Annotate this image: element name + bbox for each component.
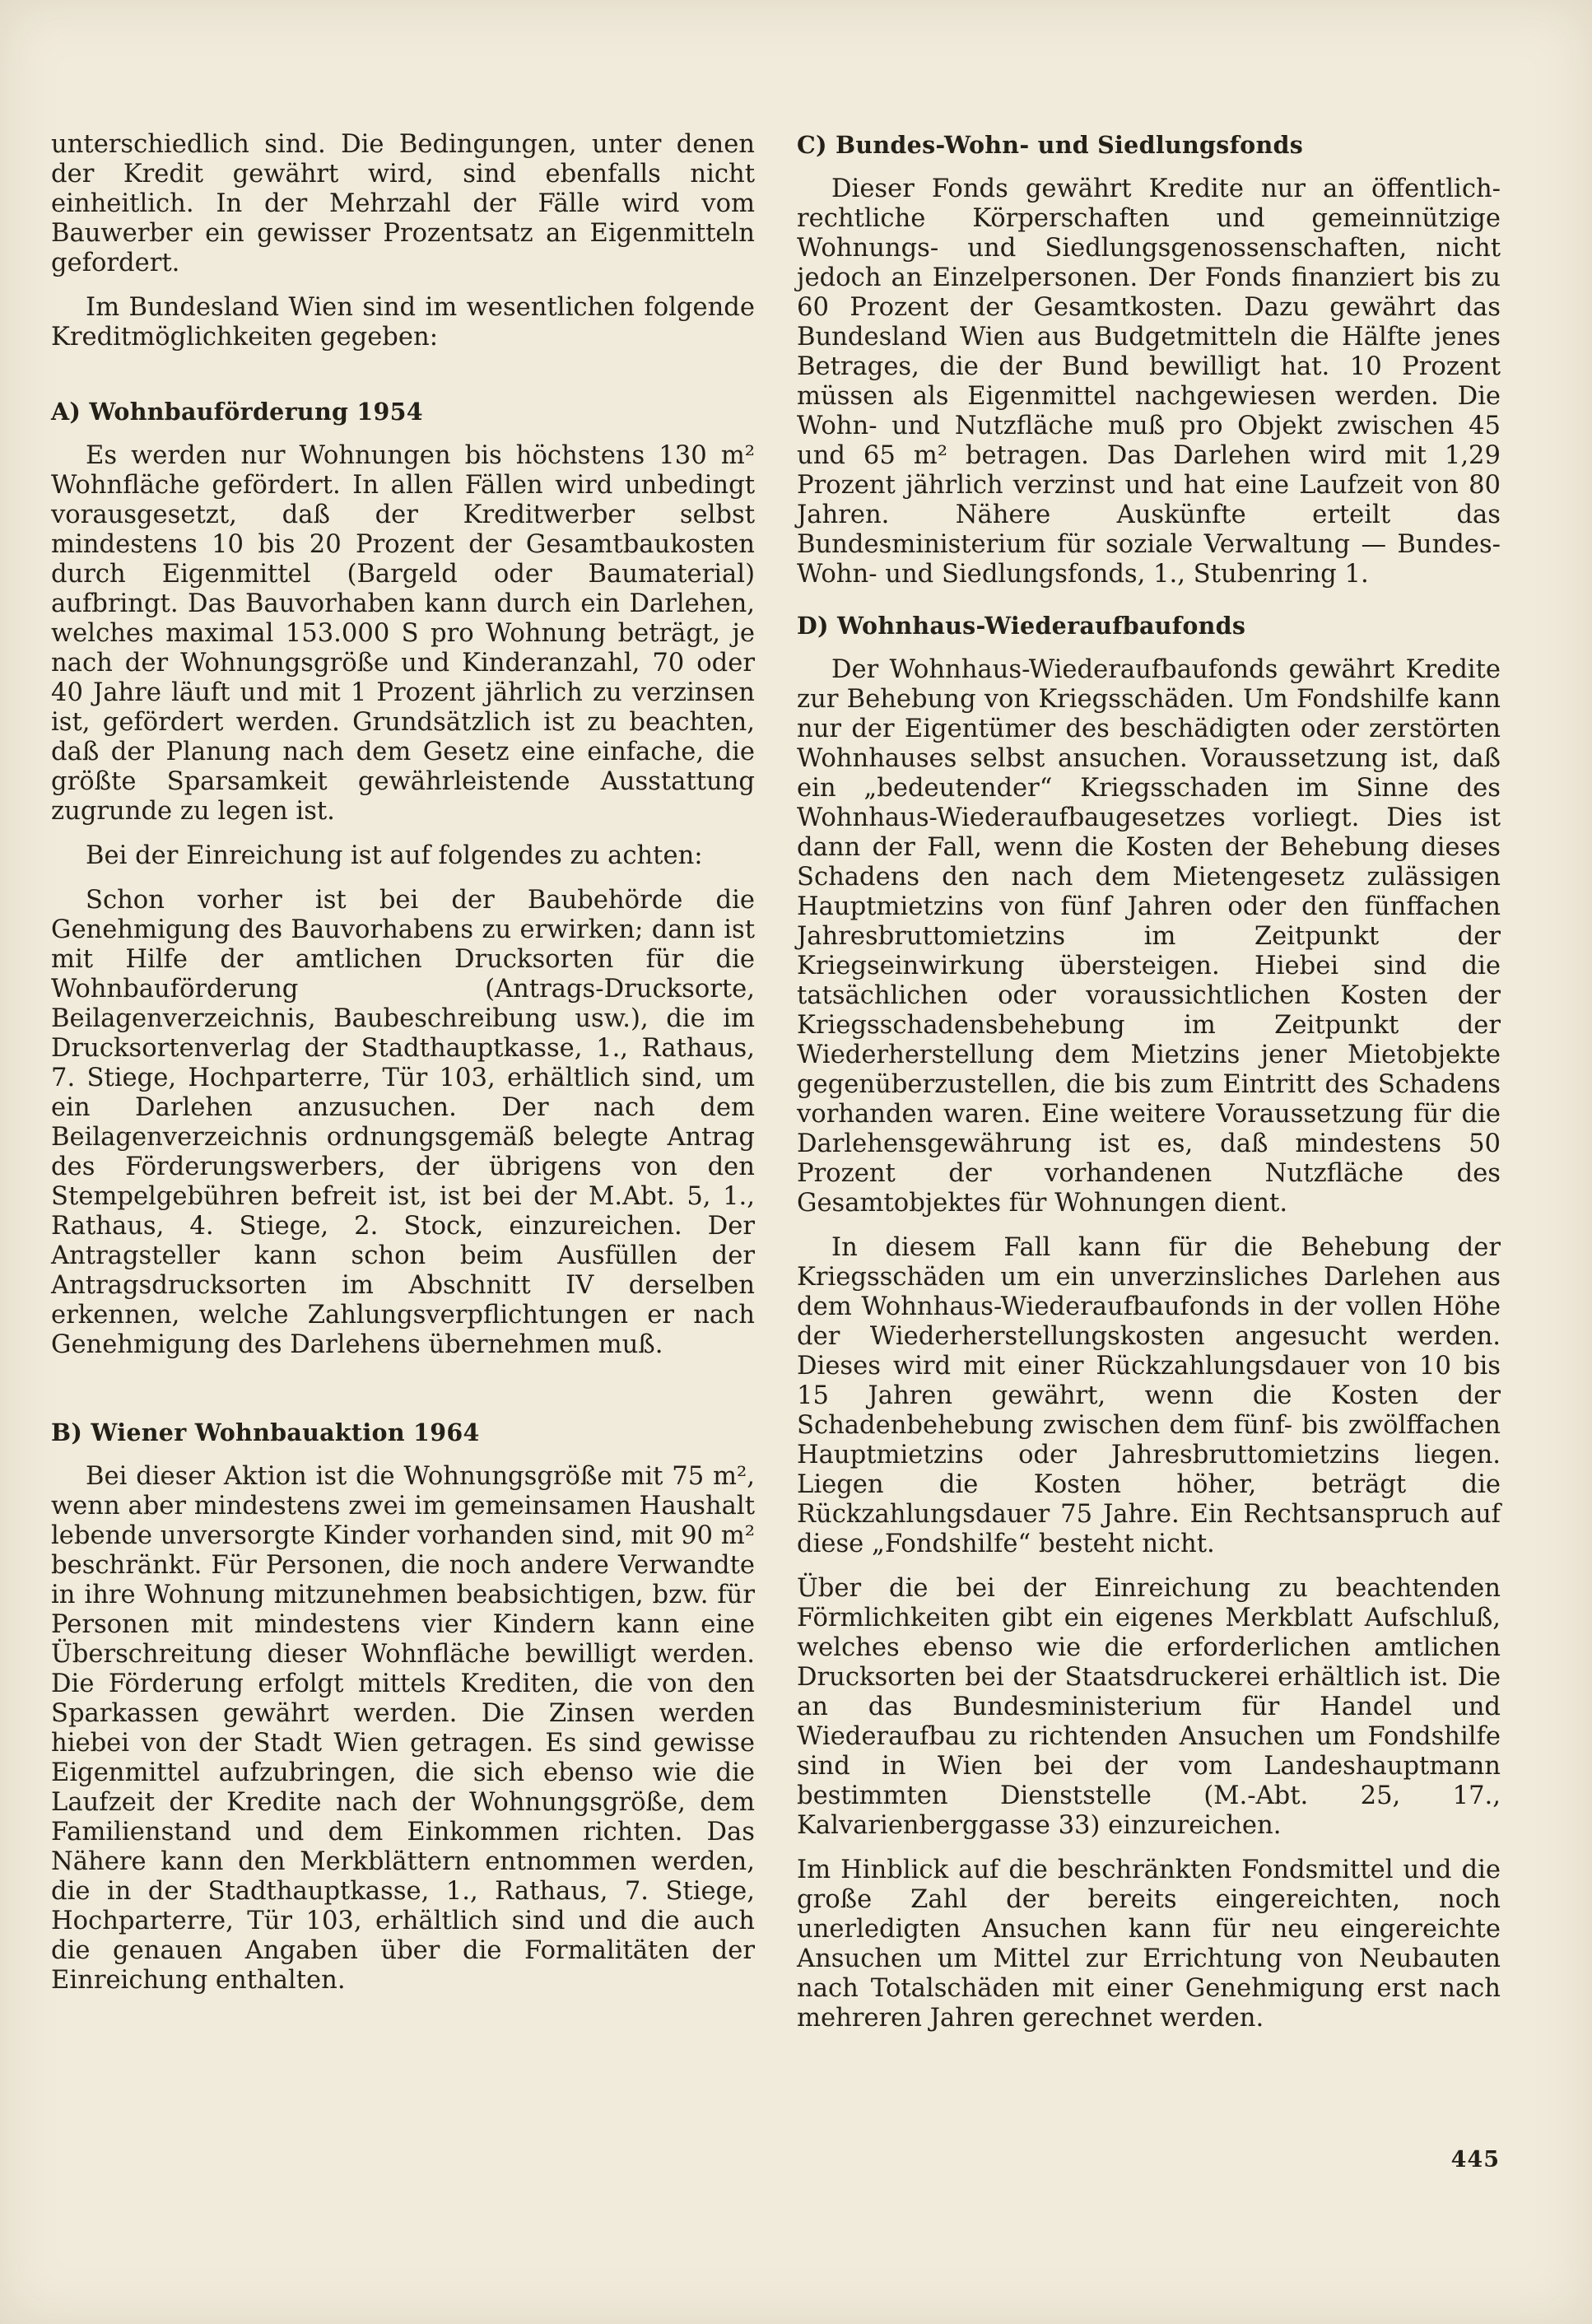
section-d-paragraph-3: Über die bei der Einreichung zu beachtenden Förmlichkeiten gibt ein eigenes Merkblatt Aufschluß, welches ebenso wie die erforderlichen amtlichen Drucksorten bei der Staatsdruckerei erhältlich ist. Die an das Bundesministerium für Handel und Wiederaufbau zu richtenden Ansuchen um Fondshilfe sind in Wien bei der vom Landeshauptmann bestimmten Dienststelle (M.-Abt. 25, 17., Kalvarienberggasse 33) einzureichen. — [797, 1574, 1501, 1840]
page-number: 445 — [1450, 2147, 1500, 2173]
left-column — [51, 130, 755, 2010]
section-a-heading: A) Wohnbauförderung 1954 — [51, 398, 423, 426]
intro-paragraph-1: unterschiedlich sind. Die Bedingungen, unter denen der Kredit gewährt wird, sind ebenfalls nicht einheitlich. In der Mehrzahl der Fälle wird vom Bauwerber ein gewisser Prozentsatz an Eigenmitteln gefordert. — [51, 130, 755, 277]
section-d-paragraph-4: Im Hinblick auf die beschränkten Fondsmittel und die große Zahl der bereits eingereichten, noch unerledigten Ansuchen kann für neu eingereichte Ansuchen um Mittel zur Errichtung von Neubauten nach Totalschäden mit einer Genehmigung erst nach mehreren Jahren gerechnet werden. — [797, 1856, 1501, 2033]
section-d-paragraph-2: In diesem Fall kann für die Behebung der Kriegsschäden um ein unverzinsliches Darlehen aus dem Wohnhaus-Wiederaufbaufonds in der vollen Höhe der Wiederherstellungskosten angesucht werden. Dieses wird mit einer Rückzahlungsdauer von 10 bis 15 Jahren gewährt, wenn die Kosten der Schadenbehebung zwischen dem fünf- bis zwölffachen Hauptmietzins oder Jahresbruttomietzins liegen. Liegen die Kosten höher, beträgt die Rückzahlungsdauer 75 Jahre. Ein Rechtsanspruch auf diese „Fondshilfe“ besteht nicht. — [797, 1233, 1501, 1558]
section-d-paragraph-1: Der Wohnhaus-Wiederaufbaufonds gewährt Kredite zur Behebung von Kriegsschäden. Um Fondshilfe kann nur der Eigentümer des beschädigten oder zerstörten Wohnhauses selbst ansuchen. Voraussetzung ist, daß ein „bedeutender“ Kriegsschaden im Sinne des Wohnhaus-Wiederaufbaugesetzes vorliegt. Dies ist dann der Fall, wenn die Kosten der Behebung dieses Schadens den nach dem Mietengesetz zulässigen Hauptmietzins von fünf Jahren oder den fünffachen Jahresbruttomietzins im Zeitpunkt der Kriegseinwirkung übersteigen. Hiebei sind die tatsächlichen oder voraussichtlichen Kosten der Kriegsschadensbehebung im Zeitpunkt der Wiederherstellung dem Mietzins jener Mietobjekte gegenüberzustellen, die bis zum Eintritt des Schadens vorhanden waren. Eine weitere Voraussetzung für die Darlehensgewährung ist es, daß mindestens 50 Prozent der vorhandenen Nutzfläche des Gesamtobjektes für Wohnungen dient. — [797, 655, 1501, 1218]
right-column — [797, 130, 1501, 2048]
section-d-heading: D) Wohnhaus-Wiederaufbaufonds — [797, 612, 1246, 640]
section-a-paragraph-1: Es werden nur Wohnungen bis höchstens 130 m² Wohnfläche gefördert. In allen Fällen wird unbedingt vorausgesetzt, daß der Kreditwerber selbst mindestens 10 bis 20 Prozent der Gesamtbaukosten durch Eigenmittel (Bargeld oder Baumaterial) aufbringt. Das Bauvorhaben kann durch ein Darlehen, welches maximal 153.000 S pro Wohnung beträgt, je nach der Wohnungsgröße und Kinderanzahl, 70 oder 40 Jahre läuft und mit 1 Prozent jährlich zu verzinsen ist, gefördert werden. Grundsätzlich ist zu beachten, daß der Planung nach dem Gesetz eine einfache, die größte Sparsamkeit gewährleistende Ausstattung zugrunde zu legen ist. — [51, 441, 755, 826]
section-c-paragraph-1: Dieser Fonds gewährt Kredite nur an öffentlich-rechtliche Körperschaften und gemeinnützige Wohnungs- und Siedlungsgenossenschaften, nicht jedoch an Einzelpersonen. Der Fonds finanziert bis zu 60 Prozent der Gesamtkosten. Dazu gewährt das Bundesland Wien aus Budgetmitteln die Hälfte jenes Betrages, die der Bund bewilligt hat. 10 Prozent müssen als Eigenmittel nachgewiesen werden. Die Wohn- und Nutzfläche muß pro Objekt zwischen 45 und 65 m² betragen. Das Darlehen wird mit 1,29 Prozent jährlich verzinst und hat eine Laufzeit von 80 Jahren. Nähere Auskünfte erteilt das Bundesministerium für soziale Verwaltung — Bundes-Wohn- und Siedlungsfonds, 1., Stubenring 1. — [797, 175, 1501, 589]
section-b-heading: B) Wiener Wohnbauaktion 1964 — [51, 1418, 480, 1446]
section-a-paragraph-2: Bei der Einreichung ist auf folgendes zu achten: — [86, 841, 703, 870]
section-a-paragraph-3: Schon vorher ist bei der Baubehörde die Genehmigung des Bauvorhabens zu erwirken; dann ist mit Hilfe der amtlichen Drucksorten für die Wohnbauförderung (Antrags-Drucksorte, Beilagenverzeichnis, Baubeschreibung usw.), die im Drucksortenverlag der Stadthauptkasse, 1., Rathaus, 7. Stiege, Hochparterre, Tür 103, erhältlich sind, um ein Darlehen anzusuchen. Der nach dem Beilagenverzeichnis ordnungsgemäß belegte Antrag des Förderungswerbers, der übrigens von den Stempelgebühren befreit ist, ist bei der M.Abt. 5, 1., Rathaus, 4. Stiege, 2. Stock, einzureichen. Der Antragsteller kann schon beim Ausfüllen der Antragsdrucksorten im Abschnitt IV derselben erkennen, welche Zahlungsverpflichtungen er nach Genehmigung des Darlehens übernehmen muß. — [51, 886, 755, 1359]
section-b-paragraph-1: Bei dieser Aktion ist die Wohnungsgröße mit 75 m², wenn aber mindestens zwei im gemeinsamen Haushalt lebende unversorgte Kinder vorhanden sind, mit 90 m² beschränkt. Für Personen, die noch andere Verwandte in ihre Wohnung mitzunehmen beabsichtigen, bzw. für Personen mit mindestens vier Kindern kann eine Überschreitung dieser Wohnfläche bewilligt werden. Die Förderung erfolgt mittels Krediten, die von den Sparkassen gewährt werden. Die Zinsen werden hiebei von der Stadt Wien getragen. Es sind gewisse Eigenmittel aufzubringen, die sich ebenso wie die Laufzeit der Kredite nach der Wohnungsgröße, dem Familienstand und dem Einkommen richten. Das Nähere kann den Merkblättern entnommen werden, die in der Stadthauptkasse, 1., Rathaus, 7. Stiege, Hochparterre, Tür 103, erhältlich sind und die auch die genauen Angaben über die Formalitäten der Einreichung enthalten. — [51, 1462, 756, 1995]
intro-paragraph-2: Im Bundesland Wien sind im wesentlichen folgende Kreditmöglichkeiten gegeben: — [51, 293, 755, 352]
section-c-heading: C) Bundes-Wohn- und Siedlungsfonds — [797, 131, 1304, 159]
